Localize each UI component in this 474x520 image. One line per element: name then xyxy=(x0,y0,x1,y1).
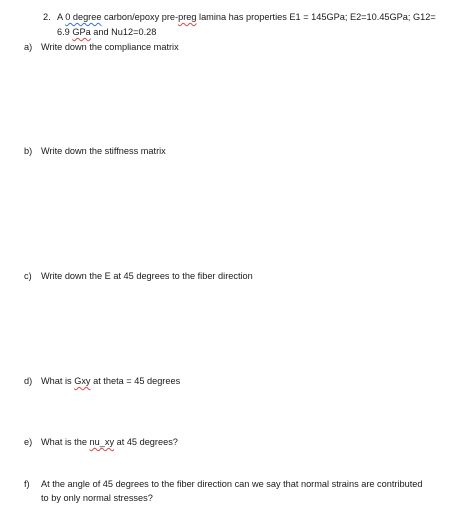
part-e-text-misspelled: nu_xy xyxy=(89,437,115,447)
part-e-text: at 45 degrees? xyxy=(114,437,178,447)
part-e xyxy=(24,436,178,449)
question-text-segment: lamina has properties E1 = 145GPa; E2=10.45GPa; G12= xyxy=(196,12,436,22)
question-text-underlined: 0 degree xyxy=(65,12,102,22)
part-b-text: Write down the stiffness matrix xyxy=(41,146,166,156)
part-f xyxy=(24,478,423,491)
part-d-text: at theta = 45 degrees xyxy=(90,376,181,386)
part-c-text: Write down the E at 45 degrees to the fiber direction xyxy=(41,271,253,281)
part-d-text: What is xyxy=(41,376,75,386)
question-line-2 xyxy=(57,26,156,39)
part-c xyxy=(24,270,253,283)
question-number-text: 2. xyxy=(43,12,51,22)
part-f-continuation xyxy=(41,492,153,505)
part-f-label: f) xyxy=(24,479,30,489)
part-f-text-line-2: to by only normal stresses? xyxy=(41,493,153,503)
question-text-misspelled: preg xyxy=(178,12,197,22)
question-number xyxy=(43,11,51,24)
part-a-text: Write down the compliance matrix xyxy=(41,42,179,52)
part-e-text: What is the xyxy=(41,437,90,447)
question-text-segment: 6.9 xyxy=(57,27,73,37)
part-b xyxy=(24,145,166,158)
question-text-misspelled: GPa xyxy=(72,27,91,37)
question-text-segment: and Nu12=0.28 xyxy=(90,27,157,37)
question-text-segment: carbon/epoxy pre- xyxy=(101,12,179,22)
part-d-label: d) xyxy=(24,376,33,386)
part-b-label: b) xyxy=(24,146,33,156)
part-a xyxy=(24,41,179,54)
part-a-label: a) xyxy=(24,42,33,52)
part-d-text-misspelled: Gxy xyxy=(74,376,91,386)
part-e-label: e) xyxy=(24,437,33,447)
part-f-text-line-1: At the angle of 45 degrees to the fiber direction can we say that normal strains are contributed xyxy=(41,479,423,489)
question-text-segment: A xyxy=(57,12,66,22)
part-d xyxy=(24,375,180,388)
part-c-label: c) xyxy=(24,271,32,281)
question-line-1 xyxy=(57,11,436,24)
